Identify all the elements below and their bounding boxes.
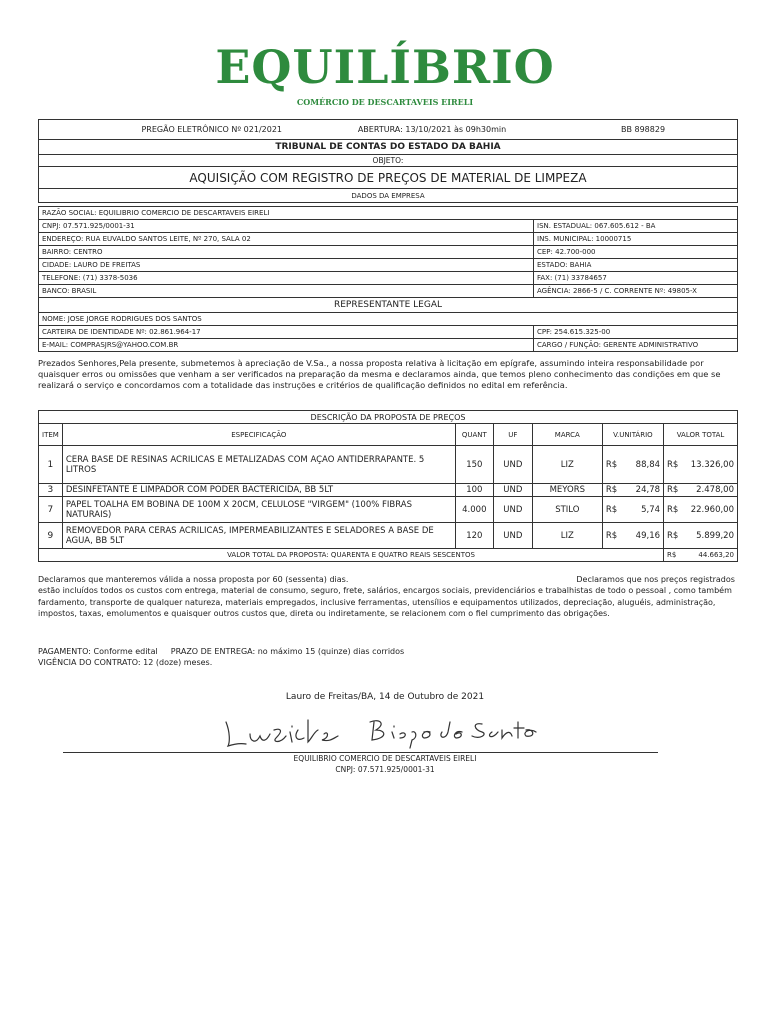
col-header-vunit: V.UNITÁRIO (602, 424, 663, 446)
prazo-entrega: PRAZO DE ENTREGA: no máximo 15 (quinze) dias corridos (170, 647, 405, 656)
ins-municipal: INS. MUNICIPAL: 10000715 (534, 233, 738, 246)
item-number: 7 (39, 497, 63, 523)
item-quant: 120 (455, 523, 493, 549)
bairro: BAIRRO: CENTRO (39, 246, 534, 259)
company-logo: EQUILÍBRIO (215, 40, 555, 94)
declaracao-validade: Declaramos que manteremos válida a nossa proposta por 60 (sessenta) dias. (38, 575, 349, 584)
declaracao-precos: Declaramos que nos preços registrados estão incluídos todos os custos com entrega, material de consumo, seguro, frete, salários, encargos sociais, previdenciários e trabalhistas de todo o pessoal , como também fardamento, transporte de qualquer natureza, materiais empregados, inclusive ferramentas, utensílios e equipamentos utilizados, depreciação, aluguéis, administração, impostos, taxas, emolumentos e quaisquer outros custos que, direta ou indiretamente, se relacionem com o fiel cumprimento das obrigações. (38, 575, 735, 619)
signature-drawing (220, 708, 540, 752)
objeto-title: AQUISIÇÃO COM REGISTRO DE PREÇOS DE MATERIAL DE LIMPEZA (39, 167, 738, 189)
col-header-vtotal: VALOR TOTAL (664, 424, 738, 446)
isn-estadual: ISN. ESTADUAL: 067.605.612 - BA (534, 220, 738, 233)
signature-line (63, 752, 658, 753)
item-spec: CERA BASE DE RESINAS ACRILICAS E METALIZADAS COM AÇAO ANTIDERRAPANTE. 5 LITROS (62, 446, 455, 484)
item-vtotal: 2.478,00 (684, 484, 738, 497)
col-header-especificacao: ESPECIFICAÇÃO (62, 424, 455, 446)
proposta-table (38, 410, 738, 562)
signature (220, 708, 540, 752)
bb-number: BB 898829 (620, 125, 666, 134)
representante-section-title: REPRESENTANTE LEGAL (39, 298, 738, 313)
banco: BANCO: BRASIL (39, 285, 534, 298)
representante-nome: NOME: JOSE JORGE RODRIGUES DOS SANTOS (39, 313, 738, 326)
signature-cnpj: CNPJ: 07.571.925/0001-31 (335, 765, 435, 774)
item-marca: MEYORS (532, 484, 602, 497)
currency-symbol: R$ (664, 484, 684, 497)
representante-cargo: CARGO / FUNÇÃO: GERENTE ADMINISTRATIVO (534, 339, 738, 352)
col-header-uf: UF (493, 424, 532, 446)
table-row (39, 484, 738, 497)
currency-symbol: R$ (602, 484, 622, 497)
item-uf: UND (493, 446, 532, 484)
table-row (39, 446, 738, 484)
razao-social: RAZÃO SOCIAL: EQUILIBRIO COMERCIO DE DESCARTAVEIS EIRELI (39, 207, 738, 220)
header-table (38, 119, 738, 203)
telefone: TELEFONE: (71) 3378-5036 (39, 272, 534, 285)
representante-identidade: CARTEIRA DE IDENTIDADE Nº: 02.861.964-17 (39, 326, 534, 339)
currency-symbol: R$ (602, 446, 622, 484)
item-uf: UND (493, 484, 532, 497)
item-quant: 150 (455, 446, 493, 484)
intro-paragraph: Prezados Senhores,Pela presente, submetemos à apreciação de V.Sa., a nossa proposta relativa à licitação em epígrafe, assumindo inteira responsabilidade por quaisquer erros ou omissões que venham a ser verificados na preparação da mesma e declaramos ainda, que temos pleno conhecimento das condições em que se realizará o serviço e concordamos com a totalidade das instruções e critérios de qualificação definidos no edital em referência. (38, 358, 721, 391)
total-label: VALOR TOTAL DA PROPOSTA: QUARENTA E QUATRO REAIS SESCENTOS (39, 549, 664, 562)
item-vtotal: 5.899,20 (684, 523, 738, 549)
cidade: CIDADE: LAURO DE FREITAS (39, 259, 534, 272)
item-uf: UND (493, 523, 532, 549)
col-header-item: ITEM (39, 424, 63, 446)
declaracao-paragraph (38, 574, 738, 620)
local-data: Lauro de Freitas/BA, 14 de Outubro de 2021 (285, 692, 485, 702)
proposta-section-title: DESCRIÇÃO DA PROPOSTA DE PREÇOS (39, 411, 738, 424)
item-vunit: 49,16 (622, 523, 663, 549)
item-marca: LIZ (532, 446, 602, 484)
item-uf: UND (493, 497, 532, 523)
item-vunit: 5,74 (622, 497, 663, 523)
total-value: 44.663,20 (684, 549, 738, 562)
abertura-date: ABERTURA: 13/10/2021 às 09h30min (357, 125, 507, 134)
tribunal-title: TRIBUNAL DE CONTAS DO ESTADO DA BAHIA (39, 140, 738, 155)
item-quant: 4.000 (455, 497, 493, 523)
item-vunit: 24,78 (622, 484, 663, 497)
vigencia: VIGÊNCIA DO CONTRATO: 12 (doze) meses. (38, 658, 213, 668)
cep: CEP: 42.700-000 (534, 246, 738, 259)
item-quant: 100 (455, 484, 493, 497)
representante-email: E-MAIL: COMPRASJRS@YAHOO.COM.BR (39, 339, 534, 352)
item-spec: REMOVEDOR PARA CERAS ACRILICAS, IMPERMEABILIZANTES E SELADORES A BASE DE AGUA, BB 5LT (62, 523, 455, 549)
currency-symbol: R$ (664, 446, 684, 484)
cnpj: CNPJ: 07.571.925/0001-31 (39, 220, 534, 233)
currency-symbol: R$ (664, 523, 684, 549)
item-spec: DESINFETANTE E LIMPADOR COM PODER BACTERICIDA, BB 5LT (62, 484, 455, 497)
item-vunit: 88,84 (622, 446, 663, 484)
objeto-label: OBJETO: (39, 155, 738, 167)
col-header-marca: MARCA (532, 424, 602, 446)
empresa-section-title: DADOS DA EMPRESA (39, 189, 738, 203)
pregao-number: PREGÃO ELETRÔNICO Nº 021/2021 (141, 125, 282, 134)
fax: FAX: (71) 33784657 (534, 272, 738, 285)
col-header-quant: QUANT (455, 424, 493, 446)
table-row (39, 497, 738, 523)
signature-company: EQUILIBRIO COMERCIO DE DESCARTAVEIS EIRELI (293, 754, 477, 763)
empresa-table (38, 206, 738, 352)
estado: ESTADO: BAHIA (534, 259, 738, 272)
representante-cpf: CPF: 254.615.325-00 (534, 326, 738, 339)
endereco: ENDEREÇO: RUA EUVALDO SANTOS LEITE, Nº 270, SALA 02 (39, 233, 534, 246)
table-row (39, 523, 738, 549)
condicoes-block (38, 646, 738, 669)
item-marca: LIZ (532, 523, 602, 549)
item-vtotal: 13.326,00 (684, 446, 738, 484)
item-number: 3 (39, 484, 63, 497)
item-marca: STILO (532, 497, 602, 523)
currency-symbol: R$ (602, 497, 622, 523)
agencia: AGÊNCIA: 2866-5 / C. CORRENTE Nº: 49805-X (534, 285, 738, 298)
currency-symbol: R$ (602, 523, 622, 549)
company-logo-subtitle: COMÉRCIO DE DESCARTAVEIS EIRELI (296, 97, 474, 107)
item-vtotal: 22.960,00 (684, 497, 738, 523)
item-number: 9 (39, 523, 63, 549)
pagamento: PAGAMENTO: Conforme edital (38, 647, 158, 656)
currency-symbol: R$ (664, 497, 684, 523)
currency-symbol: R$ (664, 549, 684, 562)
item-number: 1 (39, 446, 63, 484)
item-spec: PAPEL TOALHA EM BOBINA DE 100M X 20CM, CELULOSE "VIRGEM" (100% FIBRAS NATURAIS) (62, 497, 455, 523)
